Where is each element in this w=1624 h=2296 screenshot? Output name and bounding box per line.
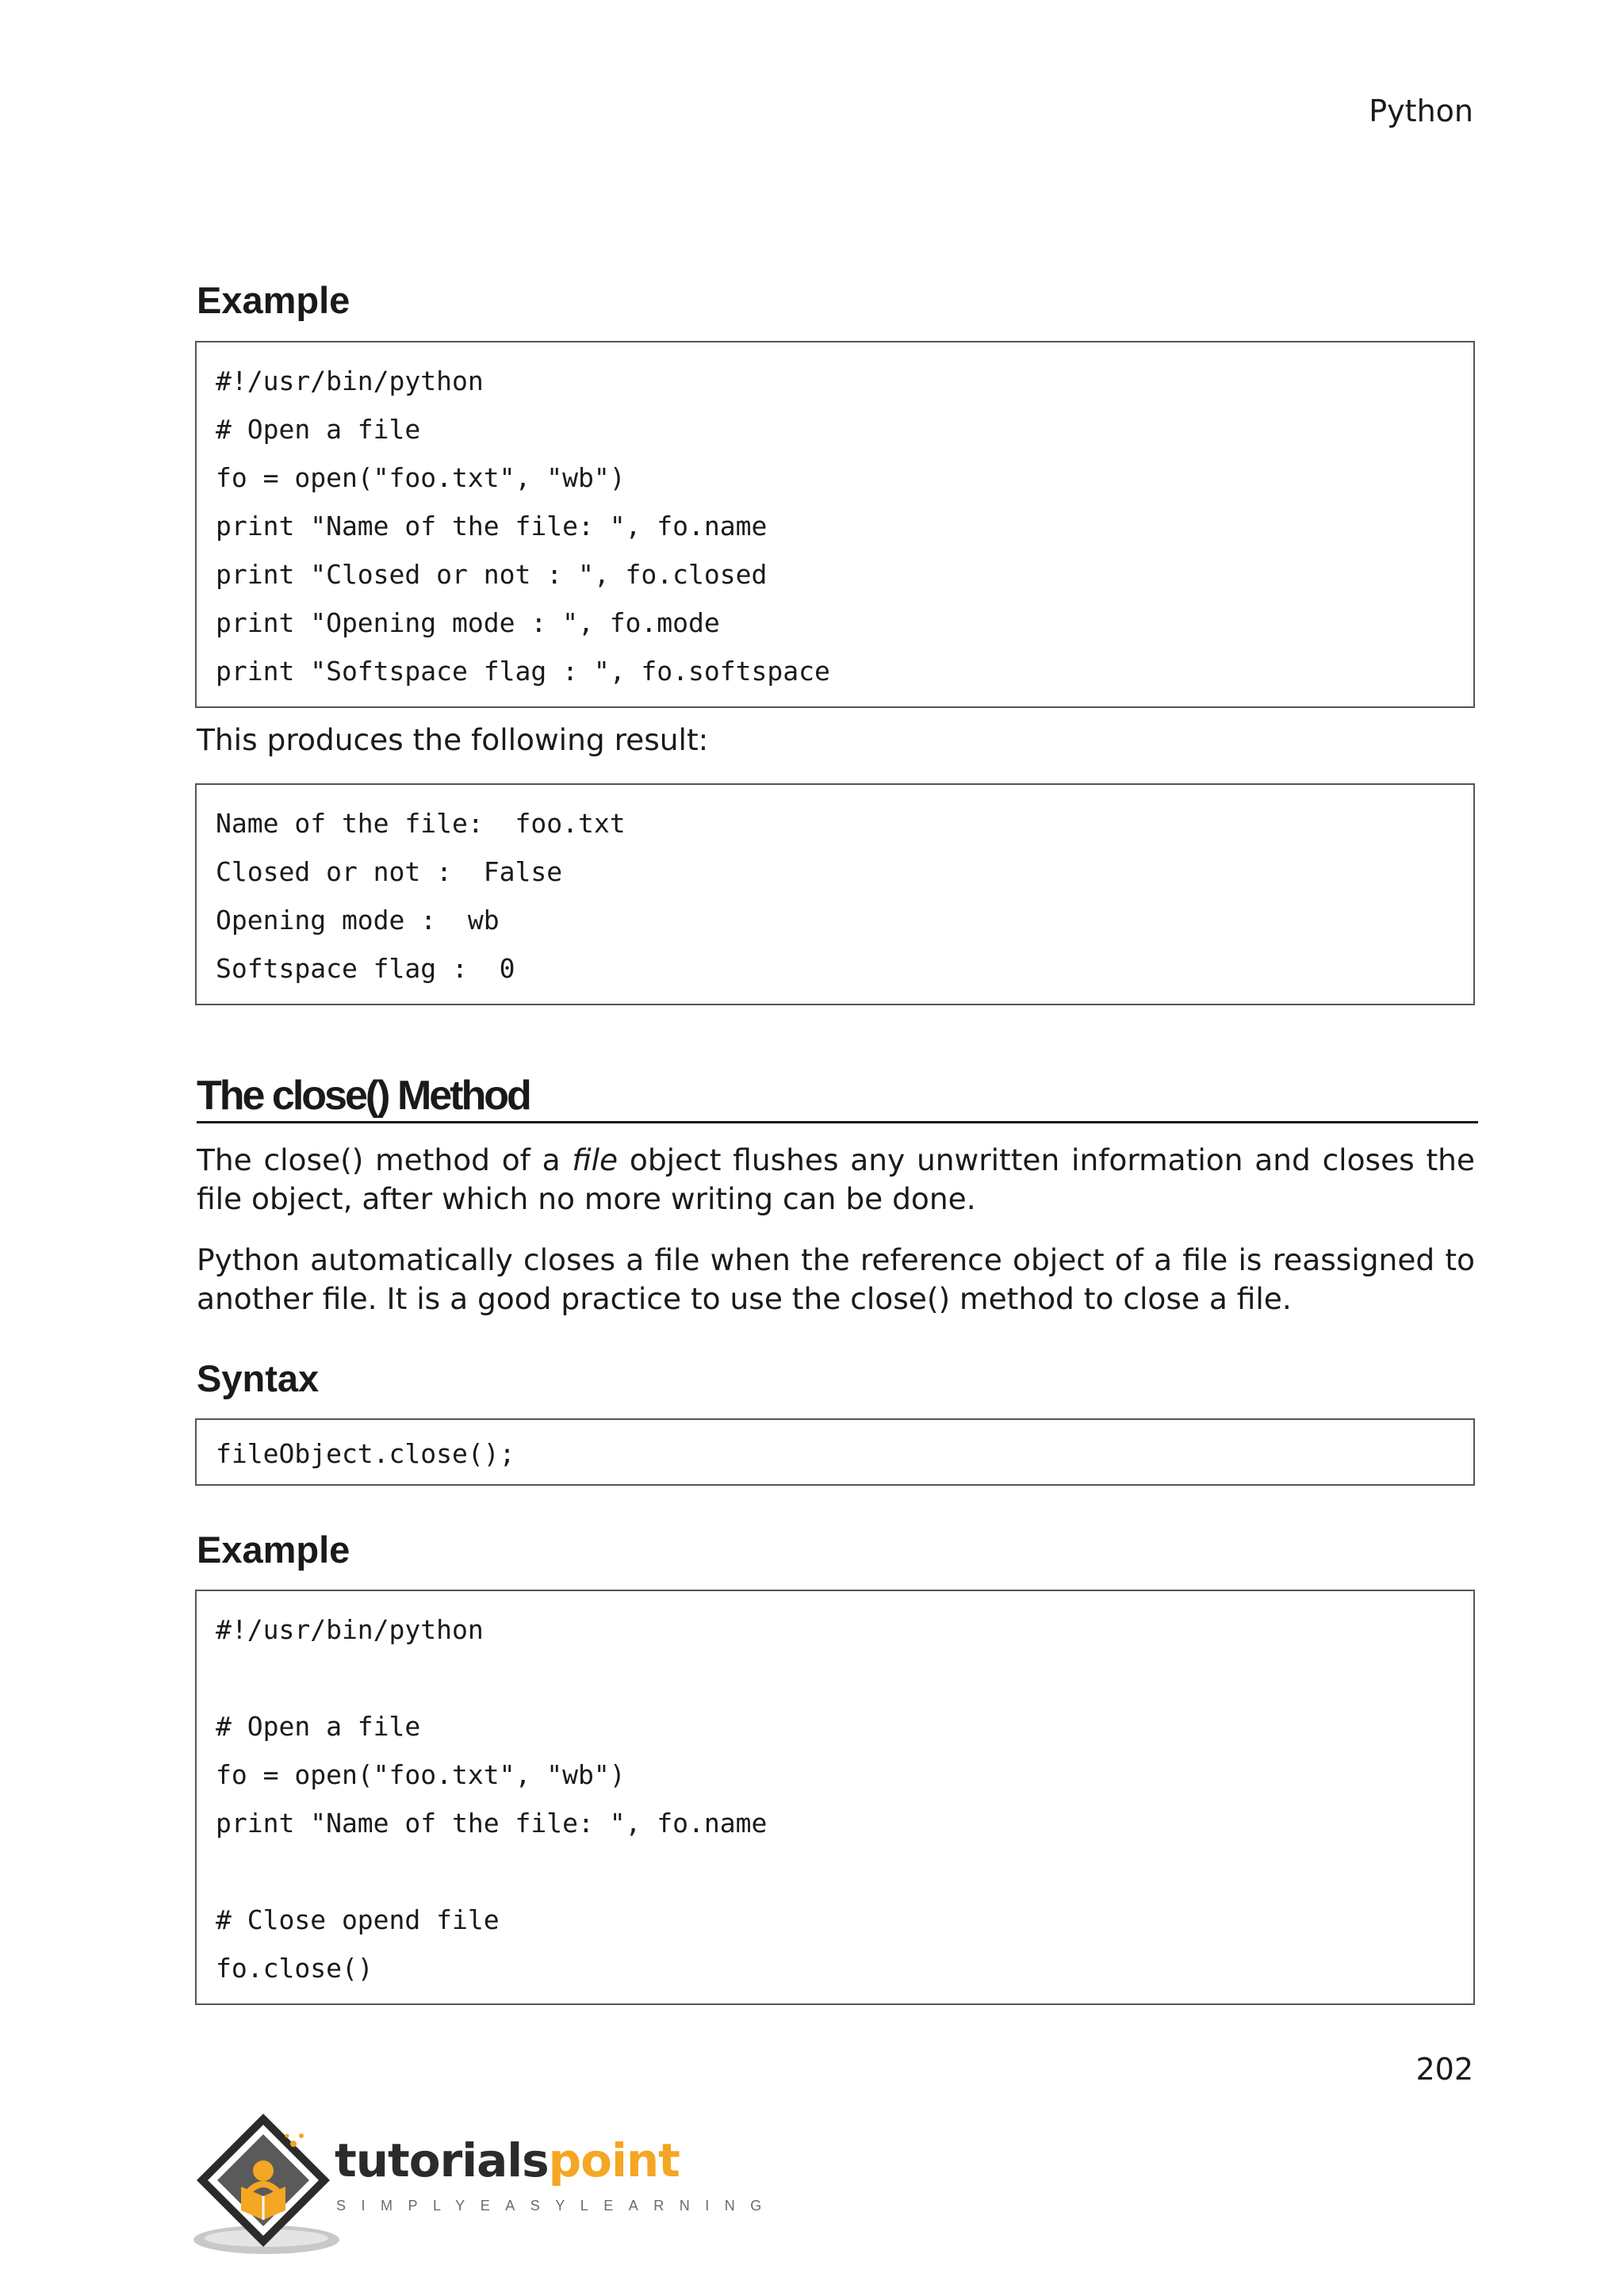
syntax-heading: Syntax xyxy=(197,1357,320,1399)
code-line: print "Name of the file: ", fo.name xyxy=(216,1808,768,1839)
code-line: # Close opend file xyxy=(216,1904,500,1935)
code-line: print "Closed or not : ", fo.closed xyxy=(216,559,768,590)
running-header: Python xyxy=(1369,94,1473,128)
code-block-example2 xyxy=(195,1590,1475,2005)
code-line: fo = open("foo.txt", "wb") xyxy=(216,1759,626,1790)
output-line: Opening mode : wb xyxy=(216,905,500,936)
emphasis-file: file xyxy=(572,1142,619,1177)
section-title: The close() Method xyxy=(197,1075,1478,1123)
code-line: #!/usr/bin/python xyxy=(216,365,484,396)
paragraph xyxy=(197,1141,1475,1219)
code-line xyxy=(216,1847,1454,1896)
example-heading: Example xyxy=(197,1529,350,1571)
code-line: fo.close() xyxy=(216,1953,373,1984)
example-heading: Example xyxy=(197,279,350,321)
code-line: print "Opening mode : ", fo.mode xyxy=(216,607,720,638)
page-content xyxy=(197,281,1475,2005)
code-block-example1 xyxy=(195,341,1475,708)
code-line xyxy=(216,1654,1454,1702)
paragraph: Python automatically closes a file when the reference object of a file is reassigned to another file. It is a good practice to use the close() method to close a file. xyxy=(197,1242,1475,1316)
code-line: # Open a file xyxy=(216,1711,421,1742)
code-line: print "Name of the file: ", fo.name xyxy=(216,511,768,541)
code-line: fo = open("foo.txt", "wb") xyxy=(216,462,626,493)
output-line: Name of the file: foo.txt xyxy=(216,808,626,839)
paragraph-text: The close() method of a xyxy=(197,1142,573,1177)
logo-wordmark: tutorialspoint xyxy=(335,2133,680,2187)
code-line: fileObject.close(); xyxy=(216,1438,515,1469)
code-block-syntax xyxy=(195,1418,1475,1486)
logo-tagline: SIMPLYEASYLEARNING xyxy=(336,2198,777,2214)
code-line: # Open a file xyxy=(216,414,421,445)
page-number: 202 xyxy=(1415,2052,1473,2087)
output-line: Softspace flag : 0 xyxy=(216,953,515,984)
paragraph-text: object flushes any unwritten information and closes the file object, after which no more writing can be done. xyxy=(197,1142,1476,1216)
tutorialspoint-logo xyxy=(193,2109,777,2260)
output-line: Closed or not : False xyxy=(216,856,563,887)
code-line: #!/usr/bin/python xyxy=(216,1614,484,1645)
result-intro: This produces the following result: xyxy=(197,722,709,757)
output-block xyxy=(195,783,1475,1005)
code-line: print "Softspace flag : ", fo.softspace xyxy=(216,656,830,687)
